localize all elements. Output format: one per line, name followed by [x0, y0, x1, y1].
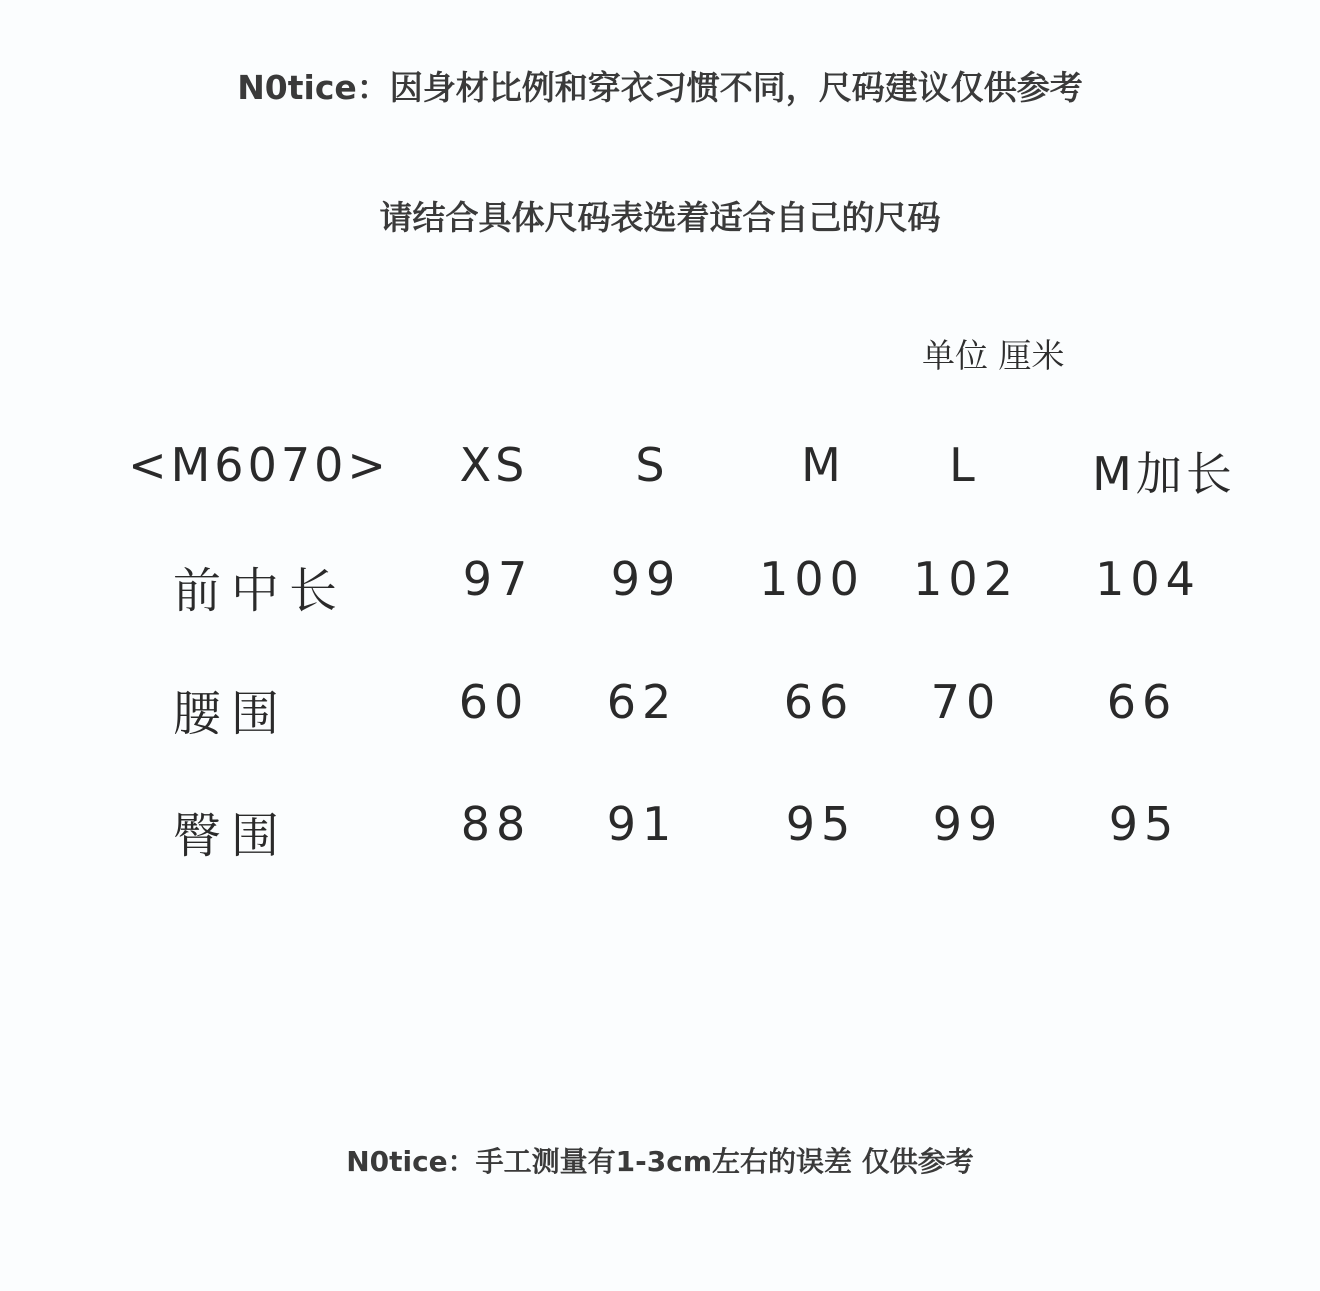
table-cell: 97 [462, 552, 534, 606]
row-label-waist: 腰围 [173, 686, 290, 742]
table-cell: 95 [785, 797, 857, 851]
table-cell: 95 [1108, 797, 1180, 851]
table-cell: 102 [913, 552, 1019, 606]
table-cell: 100 [759, 552, 865, 606]
size-header-s: S [635, 438, 669, 492]
unit-label: 单位 厘米 [922, 336, 1065, 375]
row-label-hip: 臀围 [173, 808, 290, 864]
size-header-l: L [949, 438, 979, 492]
table-cell: 88 [460, 797, 532, 851]
table-cell: 60 [458, 675, 530, 729]
table-cell: 70 [930, 675, 1002, 729]
table-cell: 62 [606, 675, 678, 729]
row-label-front-length: 前中长 [173, 563, 348, 619]
table-cell: 104 [1095, 552, 1201, 606]
size-header-m-long: M加长 [1092, 447, 1236, 501]
notice-instruction: 请结合具体尺码表选着适合自己的尺码 [379, 198, 941, 237]
size-header-m: M [801, 438, 845, 492]
notice-measurement-error: N0tice：手工测量有1-3cm左右的误差 仅供参考 [346, 1145, 974, 1178]
table-cell: 99 [932, 797, 1004, 851]
table-cell: 66 [783, 675, 855, 729]
notice-top: N0tice：因身材比例和穿衣习惯不同，尺码建议仅供参考 [237, 68, 1083, 107]
table-cell: 91 [606, 797, 678, 851]
table-cell: 99 [610, 552, 682, 606]
size-header-xs: XS [459, 438, 529, 492]
model-code: <M6070> [128, 438, 390, 492]
table-cell: 66 [1106, 675, 1178, 729]
